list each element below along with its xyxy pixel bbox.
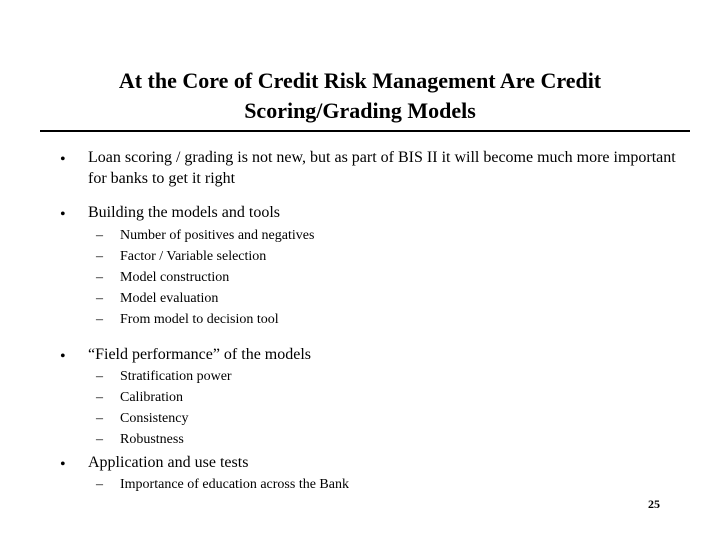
bullet-text: Loan scoring / grading is not new, but as part of BIS II it will become much more important for banks to get it right	[88, 149, 676, 187]
slide-title-line-2: Scoring/Grading Models	[244, 98, 476, 123]
slide-title	[0, 66, 720, 126]
sub-item-text: Stratification power	[120, 369, 232, 384]
dash-marker: –	[96, 312, 103, 327]
page-number: 25	[648, 497, 660, 511]
sub-item-text: Model construction	[120, 270, 230, 285]
bullet-text: Application and use tests	[88, 454, 249, 471]
dash-marker: –	[96, 249, 103, 264]
bullet-marker: •	[60, 456, 66, 473]
bullet-text: Building the models and tools	[88, 204, 280, 221]
dash-marker: –	[96, 411, 103, 426]
title-divider	[40, 130, 690, 132]
bullet-marker: •	[60, 206, 66, 223]
sub-item-text: Robustness	[120, 432, 184, 447]
dash-marker: –	[96, 228, 103, 243]
bullet-marker: •	[60, 348, 66, 365]
dash-marker: –	[96, 369, 103, 384]
sub-item-text: Factor / Variable selection	[120, 249, 267, 264]
sub-item-text: From model to decision tool	[120, 312, 279, 327]
slide-title-line-1: At the Core of Credit Risk Management Are Credit	[118, 68, 602, 93]
dash-marker: –	[96, 432, 103, 447]
sub-item-text: Calibration	[120, 390, 183, 405]
sub-item-text: Model evaluation	[120, 291, 219, 306]
sub-item-text: Number of positives and negatives	[120, 228, 315, 243]
sub-item-text: Importance of education across the Bank	[120, 477, 349, 492]
bullet-marker: •	[60, 151, 66, 168]
dash-marker: –	[96, 291, 103, 306]
bullet-text: “Field performance” of the models	[88, 346, 312, 363]
dash-marker: –	[96, 270, 103, 285]
sub-item-text: Consistency	[120, 411, 189, 426]
dash-marker: –	[96, 477, 103, 492]
dash-marker: –	[96, 390, 103, 405]
